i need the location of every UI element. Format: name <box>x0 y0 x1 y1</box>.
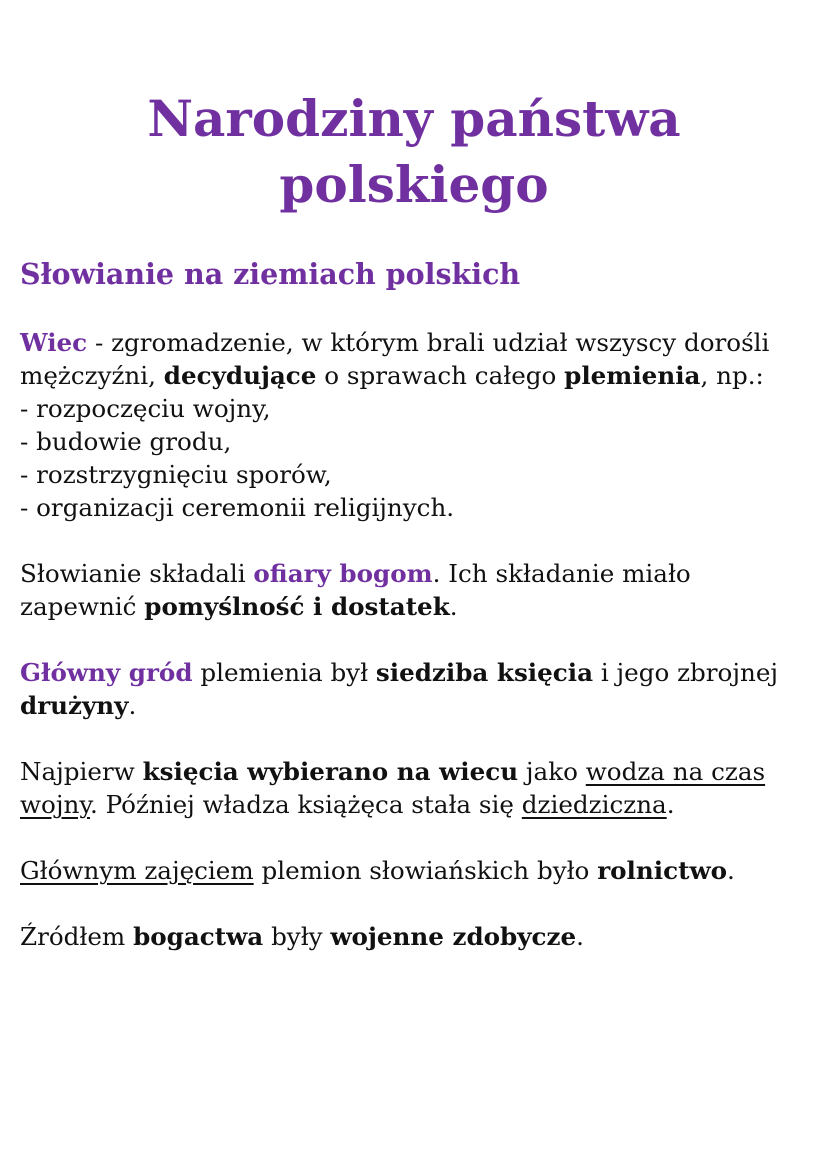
title-line-1: Narodziny państwa <box>147 89 681 148</box>
bogactwo-bold-1: bogactwa <box>133 922 264 951</box>
grod-bold-2: drużyny <box>20 691 129 720</box>
grod-bold-1: siedziba księcia <box>375 658 594 687</box>
spacer <box>20 821 810 854</box>
ksiaze-paragraph <box>20 755 810 821</box>
list-item: - organizacji ceremonii religijnych. <box>20 493 455 522</box>
ksiaze-text-4: . <box>666 790 675 819</box>
grod-paragraph <box>20 656 810 722</box>
note-content <box>20 326 810 953</box>
ofiary-paragraph <box>20 557 810 623</box>
ksiaze-underline-1: wodza na czas wojny <box>20 757 766 819</box>
list-item: - rozpoczęciu wojny, <box>20 394 271 423</box>
rolnictwo-paragraph <box>20 854 810 887</box>
ofiary-term: ofiary bogom <box>253 559 433 588</box>
spacer <box>20 722 810 755</box>
wiec-term: Wiec <box>20 328 88 357</box>
wiec-text-1: - zgromadzenie, w którym brali udział wszyscy dorośli mężczyźni, <box>20 328 770 390</box>
ksiaze-underline-2: dziedziczna <box>521 790 667 819</box>
ofiary-text-1: Słowianie składali <box>20 559 254 588</box>
rolnictwo-text-2: . <box>727 856 735 885</box>
rolnictwo-underline: Głównym zajęciem <box>20 856 254 885</box>
ofiary-text-3: . <box>449 592 458 621</box>
list-item: - budowie grodu, <box>20 427 232 456</box>
ksiaze-text-1: Najpierw <box>20 757 143 786</box>
grod-text-3: . <box>128 691 137 720</box>
bogactwo-paragraph <box>20 920 810 953</box>
spacer <box>20 887 810 920</box>
section-heading: Słowianie na ziemiach polskich <box>20 257 521 291</box>
wiec-text-2: o sprawach całego <box>316 361 565 390</box>
page-title <box>0 86 828 218</box>
spacer <box>20 524 810 557</box>
rolnictwo-text-1: plemion słowiańskich było <box>253 856 598 885</box>
bogactwo-text-1: Źródłem <box>20 922 134 951</box>
ksiaze-text-3: . Później władza książęca stała się <box>89 790 522 819</box>
list-item: - rozstrzygnięciu sporów, <box>20 460 332 489</box>
bogactwo-text-3: . <box>576 922 584 951</box>
grod-term: Główny gród <box>20 658 193 687</box>
ksiaze-bold: księcia wybierano na wiecu <box>142 757 519 786</box>
ofiary-bold: pomyślność i dostatek <box>144 592 450 621</box>
grod-text-1: plemienia był <box>192 658 376 687</box>
wiec-bold-1: decydujące <box>163 361 317 390</box>
title-line-2: polskiego <box>279 155 549 214</box>
rolnictwo-bold: rolnictwo <box>597 856 728 885</box>
grod-text-2: i jego zbrojnej <box>593 658 779 687</box>
bogactwo-bold-2: wojenne zdobycze <box>330 922 577 951</box>
bogactwo-text-2: były <box>263 922 331 951</box>
wiec-paragraph <box>20 326 810 392</box>
wiec-bold-2: plemienia <box>564 361 701 390</box>
wiec-text-3: , np.: <box>700 361 764 390</box>
spacer <box>20 623 810 656</box>
ksiaze-text-2: jako <box>518 757 586 786</box>
ofiary-text-2: . Ich składanie miało zapewnić <box>20 559 691 621</box>
